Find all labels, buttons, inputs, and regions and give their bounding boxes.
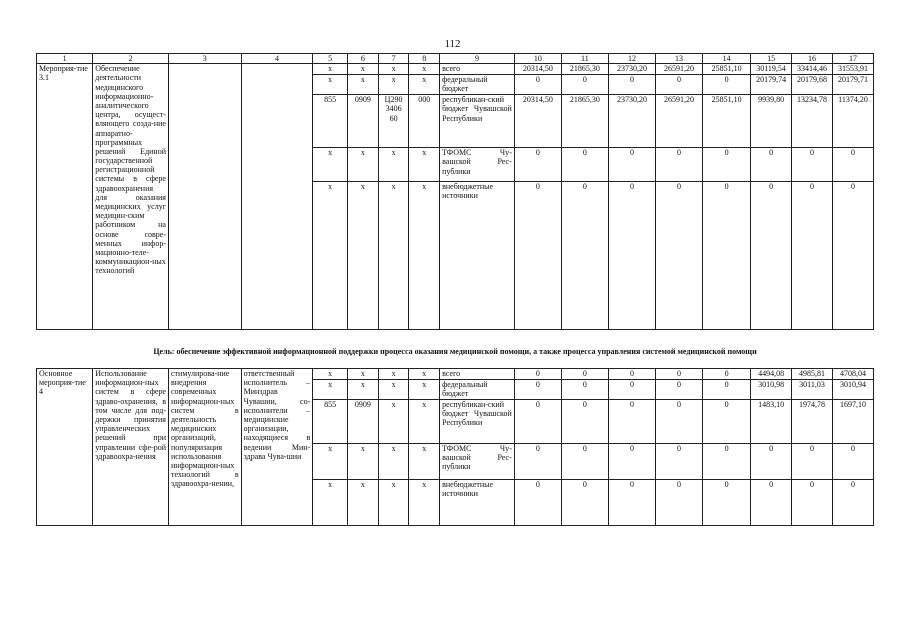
column-number: 11 (561, 54, 608, 64)
year-amount: 0 (514, 369, 561, 380)
budget-code: x (348, 182, 379, 330)
funding-source: ТФОМС Чу-вашской Рес-публики (440, 444, 515, 480)
budget-code: x (378, 75, 409, 95)
budget-code: x (378, 64, 409, 75)
funding-source: республикан-ский бюджет Чувашской Республики (440, 95, 515, 148)
year-amount: 0 (751, 148, 792, 182)
year-amount: 33414,46 (792, 64, 833, 75)
budget-code: x (348, 148, 379, 182)
year-amount: 0 (703, 400, 751, 444)
year-amount: 0 (561, 369, 608, 380)
budget-code: x (313, 480, 348, 526)
year-amount: 0 (561, 182, 608, 330)
year-amount: 3011,03 (792, 380, 833, 400)
funding-source: республикан-ский бюджет Чувашской Республики (440, 400, 515, 444)
column-number: 16 (792, 54, 833, 64)
year-amount: 0 (608, 400, 655, 444)
year-amount: 0 (561, 480, 608, 526)
year-amount: 23730,20 (608, 64, 655, 75)
column-number: 5 (313, 54, 348, 64)
budget-code: x (313, 182, 348, 330)
year-amount: 0 (514, 400, 561, 444)
year-amount: 0 (561, 148, 608, 182)
year-amount: 0 (655, 75, 702, 95)
year-amount: 0 (655, 480, 702, 526)
column-number: 8 (409, 54, 440, 64)
year-amount: 0 (608, 380, 655, 400)
year-amount: 0 (792, 148, 833, 182)
year-amount: 30119,54 (751, 64, 792, 75)
activity-code: Основное мероприя-тие 4 (37, 369, 93, 526)
year-amount: 0 (832, 182, 873, 330)
year-amount: 25851,10 (703, 64, 751, 75)
budget-code: 0909 (348, 400, 379, 444)
activity-goal (168, 64, 241, 330)
budget-code: x (348, 369, 379, 380)
activity-code: Мероприя-тие 3.1 (37, 64, 93, 330)
activity-goal: стимулирова-ние внедрения современных информацион-ных систем в деятельность медицинских организаций, популяризация использования информацион-ных технологий в здравоохра-нении, (168, 369, 241, 526)
column-number-row (37, 54, 874, 64)
funding-source: внебюджетные источники (440, 480, 515, 526)
budget-code: x (378, 369, 409, 380)
funding-source: ТФОМС Чу-вашской Рес-публики (440, 148, 515, 182)
budget-code: x (409, 480, 440, 526)
table-row (37, 369, 874, 380)
column-number: 6 (348, 54, 379, 64)
budget-code: x (378, 400, 409, 444)
budget-code: x (348, 64, 379, 75)
column-number: 9 (440, 54, 515, 64)
year-amount: 20314,50 (514, 64, 561, 75)
year-amount: 0 (608, 480, 655, 526)
budget-code: x (409, 369, 440, 380)
year-amount: 11374,20 (832, 95, 873, 148)
year-amount: 0 (655, 369, 702, 380)
year-amount: 0 (751, 444, 792, 480)
year-amount: 0 (561, 400, 608, 444)
budget-code: x (409, 400, 440, 444)
year-amount: 0 (514, 480, 561, 526)
column-number: 3 (168, 54, 241, 64)
page-number: 112 (444, 38, 461, 50)
column-number: 4 (241, 54, 313, 64)
year-amount: 0 (655, 444, 702, 480)
budget-code: x (313, 148, 348, 182)
year-amount: 0 (792, 444, 833, 480)
year-amount: 20314,50 (514, 95, 561, 148)
year-amount: 0 (832, 480, 873, 526)
year-amount: 0 (655, 400, 702, 444)
year-amount: 4985,81 (792, 369, 833, 380)
budget-code: x (378, 148, 409, 182)
budget-code: x (378, 380, 409, 400)
year-amount: 26591,20 (655, 64, 702, 75)
year-amount: 23730,20 (608, 95, 655, 148)
budget-code: x (348, 75, 379, 95)
budget-table-block1 (36, 53, 874, 330)
column-number: 2 (93, 54, 169, 64)
year-amount: 0 (703, 444, 751, 480)
year-amount: 1697,10 (832, 400, 873, 444)
activity-name: Обеспечение деятельности медицинского информационно-аналитического центра, осущест-вляющего созда-ние аппаратно-программных решений Единой государственной регистрационной системы в сфере здравоохранения для оказания медицинских услуг медицин-ским работником на основе совре-менных инфор-мационно-теле-коммуникацион-ных технологий (93, 64, 169, 330)
budget-code: 855 (313, 400, 348, 444)
budget-code: x (378, 444, 409, 480)
column-number: 13 (655, 54, 702, 64)
year-amount: 3010,98 (751, 380, 792, 400)
year-amount: 0 (514, 380, 561, 400)
year-amount: 26591,20 (655, 95, 702, 148)
year-amount: 1974,78 (792, 400, 833, 444)
year-amount: 0 (514, 148, 561, 182)
year-amount: 0 (561, 444, 608, 480)
budget-code: x (409, 148, 440, 182)
funding-source: федеральный бюджет (440, 75, 515, 95)
year-amount: 0 (751, 480, 792, 526)
year-amount: 13234,78 (792, 95, 833, 148)
year-amount: 0 (792, 182, 833, 330)
column-number: 10 (514, 54, 561, 64)
budget-code: x (313, 369, 348, 380)
table-row (37, 64, 874, 75)
budget-code: x (313, 64, 348, 75)
budget-code: x (348, 444, 379, 480)
year-amount: 20179,68 (792, 75, 833, 95)
year-amount: 0 (561, 75, 608, 95)
year-amount: 25851,10 (703, 95, 751, 148)
year-amount: 4708,04 (832, 369, 873, 380)
year-amount: 20179,74 (751, 75, 792, 95)
year-amount: 0 (514, 444, 561, 480)
year-amount: 0 (792, 480, 833, 526)
year-amount: 0 (703, 380, 751, 400)
year-amount: 0 (655, 380, 702, 400)
year-amount: 0 (832, 444, 873, 480)
budget-code: x (409, 182, 440, 330)
year-amount: 1483,10 (751, 400, 792, 444)
year-amount: 0 (703, 369, 751, 380)
year-amount: 21865,30 (561, 95, 608, 148)
year-amount: 3010,94 (832, 380, 873, 400)
year-amount: 4494,08 (751, 369, 792, 380)
budget-code: x (348, 480, 379, 526)
budget-code: x (409, 64, 440, 75)
activity-name: Использование информацион-ных систем в сфере здраво-охранения, в том числе для под-держки принятия управленческих решений при управлении сфе-рой здравоохра-нения (93, 369, 169, 526)
budget-code: x (378, 182, 409, 330)
year-amount: 0 (514, 75, 561, 95)
column-number: 17 (832, 54, 873, 64)
year-amount: 0 (608, 182, 655, 330)
year-amount: 0 (703, 148, 751, 182)
budget-code: x (313, 444, 348, 480)
year-amount: 0 (608, 75, 655, 95)
budget-code: x (409, 75, 440, 95)
year-amount: 0 (561, 380, 608, 400)
year-amount: 0 (608, 444, 655, 480)
budget-code: 855 (313, 95, 348, 148)
year-amount: 0 (608, 148, 655, 182)
responsible-party: ответственный исполнитель – Минздрав Чувашии, со-исполнители – медицинские организации, находящиеся в ведении Мин-здрава Чува-шии (241, 369, 313, 526)
year-amount: 21865,30 (561, 64, 608, 75)
funding-source: всего (440, 369, 515, 380)
year-amount: 0 (751, 182, 792, 330)
budget-code: x (378, 480, 409, 526)
year-amount: 31553,91 (832, 64, 873, 75)
funding-source: внебюджетные источники (440, 182, 515, 330)
year-amount: 0 (608, 369, 655, 380)
budget-table-block2 (36, 368, 874, 526)
funding-source: всего (440, 64, 515, 75)
budget-code: 000 (409, 95, 440, 148)
year-amount: 0 (655, 182, 702, 330)
year-amount: 20179,71 (832, 75, 873, 95)
budget-code: x (348, 380, 379, 400)
year-amount: 0 (514, 182, 561, 330)
budget-code: x (313, 75, 348, 95)
column-number: 14 (703, 54, 751, 64)
year-amount: 0 (655, 148, 702, 182)
budget-code: x (409, 444, 440, 480)
column-number: 7 (378, 54, 409, 64)
year-amount: 0 (703, 182, 751, 330)
column-number: 1 (37, 54, 93, 64)
budget-code: x (409, 380, 440, 400)
responsible-party (241, 64, 313, 330)
year-amount: 0 (703, 75, 751, 95)
year-amount: 9939,80 (751, 95, 792, 148)
column-number: 12 (608, 54, 655, 64)
year-amount: 0 (703, 480, 751, 526)
column-number: 15 (751, 54, 792, 64)
year-amount: 0 (832, 148, 873, 182)
funding-source: федеральный бюджет (440, 380, 515, 400)
budget-code: 0909 (348, 95, 379, 148)
budget-code: x (313, 380, 348, 400)
goal-heading: Цель: обеспечение эффективной информационной поддержки процесса оказания медицинской помощи, а также процесса управления системой медицинской помощи (153, 347, 757, 356)
budget-code: Ц290 3406 60 (378, 95, 409, 148)
